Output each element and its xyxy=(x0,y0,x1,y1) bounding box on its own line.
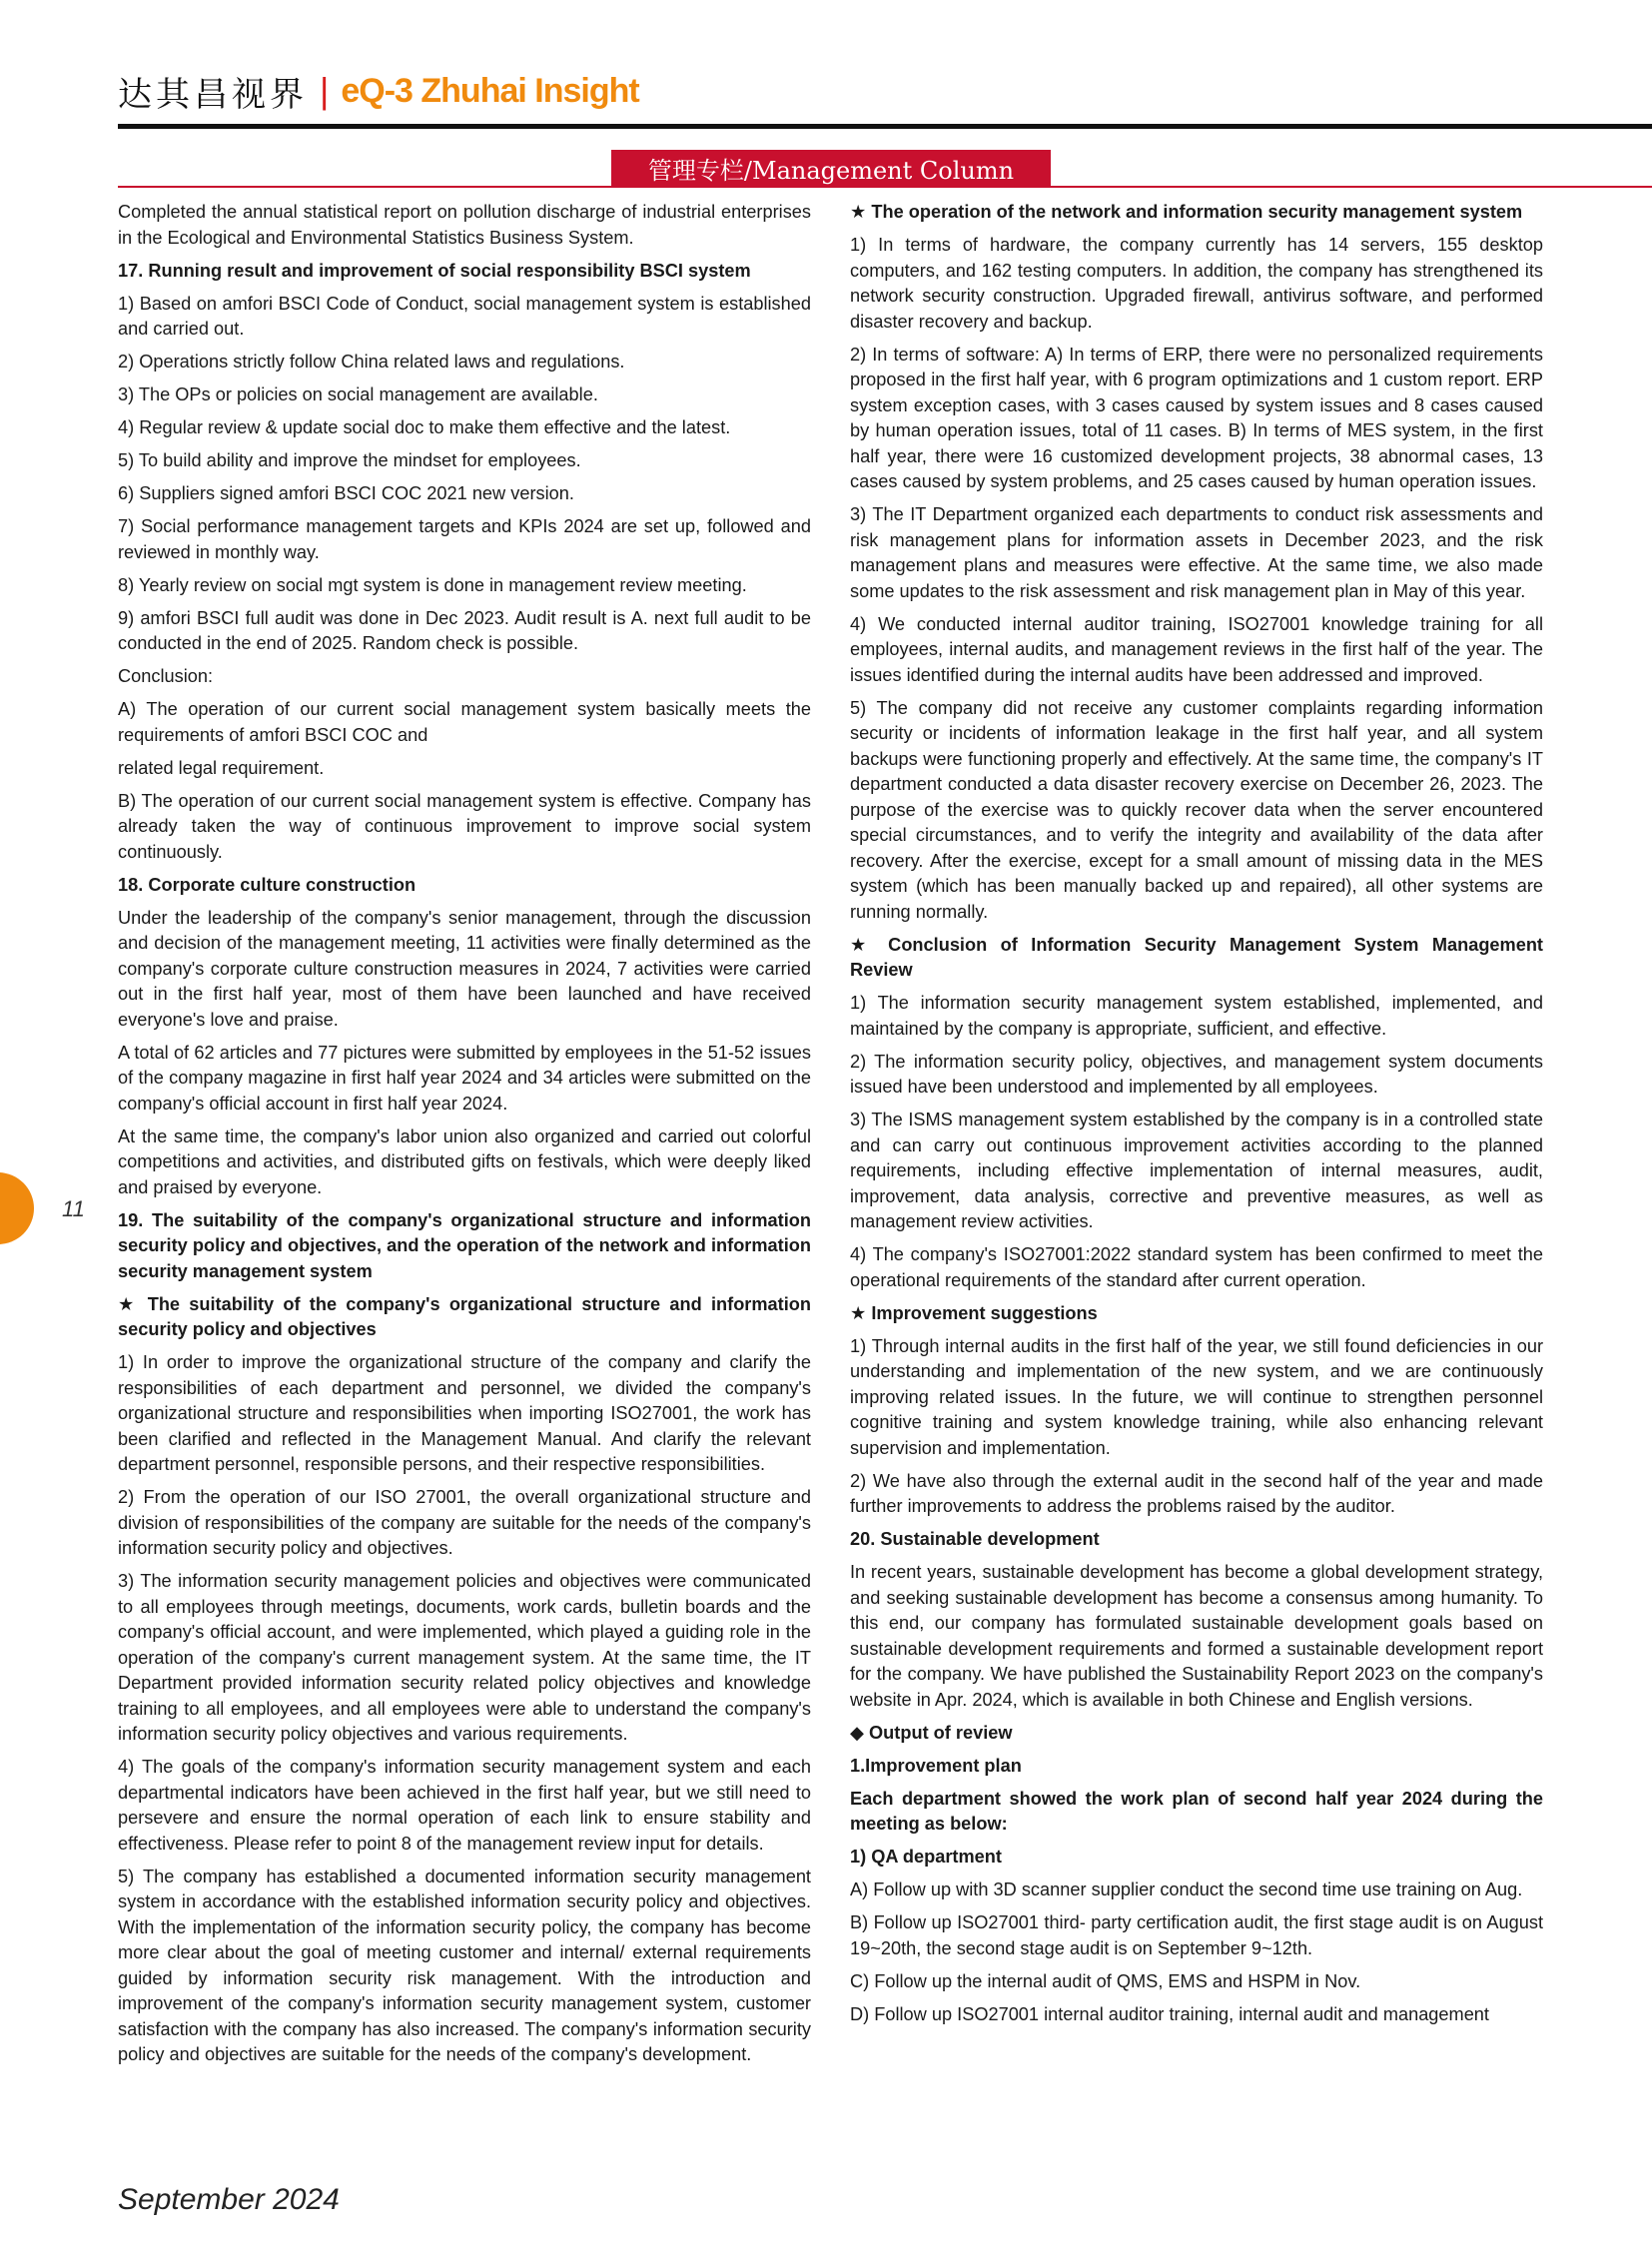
header-title-english: eQ-3 Zhuhai Insight xyxy=(341,71,639,110)
body-paragraph: 2) The information security policy, objectives, and management system documents issued have been understood and implemented by all employees. xyxy=(850,1051,1543,1097)
body-paragraph: 1) Through internal audits in the first half of the year, we still found deficiencies in our understanding and implementation of the new system, and we are continuously improving related issues. In the future, we will continue to strengthen personnel cognitive training and system knowledge training, while also enhancing relevant supervision and implementation. xyxy=(850,1335,1543,1458)
body-paragraph: 2) We have also through the external audit in the second half of the year and made further improvements to address the problems raised by the auditor. xyxy=(850,1470,1543,1516)
section-heading: ★ Improvement suggestions xyxy=(850,1302,1098,1323)
header-title-chinese: 达其昌视界 xyxy=(118,74,308,115)
body-paragraph: 1) The information security management system established, implemented, and maintained by the company is appropriate, sufficient, and effective. xyxy=(850,993,1543,1039)
body-paragraph: A total of 62 articles and 77 pictures were submitted by employees in the 51-52 issues of the company magazine in first half year 2024 and 34 articles were submitted on the company's official account in first half year 2024. xyxy=(118,1042,811,1114)
section-heading: 20. Sustainable development xyxy=(850,1529,1100,1549)
body-paragraph: 3) The ISMS management system established by the company is in a controlled state and can carry out continuous improvement activities according to the planned requirements, including effective implementation of internal measures, audit, improvement, data analysis, corrective and preventive measures, as well as management review activities. xyxy=(850,1110,1543,1231)
body-paragraph: 6) Suppliers signed amfori BSCI COC 2021 new version. xyxy=(118,483,574,503)
page-number: 11 xyxy=(62,1196,85,1221)
section-heading: ★ The suitability of the company's organizational structure and information security policy and objectives xyxy=(118,1293,811,1339)
banner-rule xyxy=(118,186,1652,188)
page-number-tab xyxy=(0,1172,34,1244)
body-paragraph: 4) The goals of the company's information security management system and each departmental indicators have been achieved in the first half year, but we still need to persevere and ensure the normal operation of each link to ensure stability and effectiveness. Please refer to point 8 of the management review input for details. xyxy=(118,1757,811,1854)
left-column xyxy=(118,200,811,2075)
body-paragraph: Conclusion: xyxy=(118,666,214,686)
header-rule xyxy=(118,124,1652,129)
body-paragraph: D) Follow up ISO27001 internal auditor training, internal audit and management xyxy=(850,2003,1489,2024)
body-paragraph: 4) The company's ISO27001:2022 standard system has been confirmed to meet the operational requirements of the standard after current operation. xyxy=(850,1244,1543,1290)
section-heading: ★ The operation of the network and information security management system xyxy=(850,202,1523,222)
body-paragraph: Completed the annual statistical report on pollution discharge of industrial enterprises in the Ecological and Environmental Statistics Business System. xyxy=(118,202,811,248)
body-paragraph: 2) From the operation of our ISO 27001, the overall organizational structure and division of responsibilities of the company are suitable for the needs of the company's information security policy and objectives. xyxy=(118,1487,811,1558)
body-paragraph: 2) Operations strictly follow China related laws and regulations. xyxy=(118,352,625,372)
section-heading: ★ Conclusion of Information Security Management System Management Review xyxy=(850,934,1543,980)
body-paragraph: 1) In order to improve the organizational structure of the company and clarify the responsibilities of each department and personnel, we divided the company's organizational structure and responsibilities when importing ISO27001, the work has been clarified and reflected in the Management Manual. And clarify the relevant department personnel, responsible persons, and their respective responsibilities. xyxy=(118,1352,811,1474)
body-paragraph: Under the leadership of the company's senior management, through the discussion and decision of the management meeting, 11 activities were finally determined as the company's corporate culture construction measures in 2024, 7 activities were carried out in the first half year, most of them have been launched and have received everyone's love and praise. xyxy=(118,907,811,1030)
body-paragraph: At the same time, the company's labor union also organized and carried out colorful competitions and activities, and distributed gifts on festivals, which were deeply liked and praised by everyone. xyxy=(118,1126,811,1197)
body-paragraph: B) Follow up ISO27001 third- party certification audit, the first stage audit is on August 19~20th, the second stage audit is on September 9~12th. xyxy=(850,1912,1543,1958)
section-heading: 1.Improvement plan xyxy=(850,1755,1022,1776)
body-paragraph: 5) The company did not receive any customer complaints regarding information security or incidents of information leakage in the first half year, and all system backups were functioning properly and effectively. At the same time, the company's IT department conducted a data disaster recovery exercise on December 26, 2023. The purpose of the exercise was to quickly recover data when the server encountered special circumstances, and to verify the integrity and availability of the data after recovery. After the exercise, except for a small amount of missing data in the MES system (which has been manually backed up and repaired), all other systems are running normally. xyxy=(850,697,1543,922)
body-paragraph: A) Follow up with 3D scanner supplier conduct the second time use training on Aug. xyxy=(850,1880,1523,1899)
right-column xyxy=(850,200,1543,2035)
body-paragraph: 3) The information security management policies and objectives were communicated to all employees through meetings, documents, work cards, bulletin boards and the company's official account, and were implemented, which played a guiding role in the operation of the company's current management system. At the same time, the IT Department provided information security related policy objectives and knowledge training to all employees, and all employees were able to understand the company's information security policy objectives and various requirements. xyxy=(118,1571,811,1744)
section-heading: Each department showed the work plan of second half year 2024 during the meeting as below: xyxy=(850,1788,1543,1834)
body-paragraph: 4) Regular review & update social doc to make them effective and the latest. xyxy=(118,417,731,437)
section-heading: ◆ Output of review xyxy=(850,1722,1013,1743)
body-paragraph: In recent years, sustainable development has become a global development strategy, and seeking sustainable development has become a consensus among humanity. To this end, our company has formulated sustainable development goals based on sustainable development requirements and formed a sustainable development report for the company. We have published the Sustainability Report 2023 on the company's website in Apr. 2024, which is available in both Chinese and English versions. xyxy=(850,1562,1543,1710)
body-paragraph: 7) Social performance management targets and KPIs 2024 are set up, followed and reviewed in monthly way. xyxy=(118,516,811,562)
body-paragraph: C) Follow up the internal audit of QMS, EMS and HSPM in Nov. xyxy=(850,1970,1361,1991)
section-heading: 19. The suitability of the company's organizational structure and information security policy and objectives, and the operation of the network and information security management system xyxy=(118,1209,811,1281)
section-banner xyxy=(611,150,1051,186)
page-header xyxy=(118,66,639,116)
header-separator: | xyxy=(320,70,330,111)
body-paragraph: B) The operation of our current social management system is effective. Company has already taken the way of continuous improvement to improve social system continuously. xyxy=(118,790,811,862)
body-paragraph: 2) In terms of software: A) In terms of ERP, there were no personalized requirements proposed in the first half year, with 6 program optimizations and 1 custom report. ERP system exception cases, with 3 cases caused by system issues and 8 cases caused by human operation issues, total of 11 cases. B) In terms of MES system, in the first half year, there were 16 customized development projects, 38 abnormal cases, 13 cases caused by system problems, and 25 cases caused by human operation issues. xyxy=(850,344,1543,491)
body-paragraph: 1) In terms of hardware, the company currently has 14 servers, 155 desktop computers, and 162 testing computers. In addition, the company has strengthened its network security construction. Upgraded firewall, antivirus software, and performed disaster recovery and backup. xyxy=(850,235,1543,332)
body-paragraph: 3) The OPs or policies on social management are available. xyxy=(118,384,598,404)
body-paragraph: 3) The IT Department organized each departments to conduct risk assessments and risk management plans for information assets in December 2023, and the risk management plans and measures were effective. At the same time, we also made some updates to the risk assessment and risk management plan in May of this year. xyxy=(850,504,1543,601)
section-heading: 18. Corporate culture construction xyxy=(118,874,416,895)
body-paragraph: 4) We conducted internal auditor training, ISO27001 knowledge training for all employees, internal audits, and management reviews in the first half of the year. The issues identified during the internal audits have been addressed and improved. xyxy=(850,613,1543,685)
body-paragraph: 5) The company has established a documented information security management system in accordance with the established information security policy and objectives. With the implementation of the information security policy, the company has become more clear about the goal of meeting customer and internal/ external requirements guided by information security risk management. With the introduction and improvement of the company's information security management system, customer satisfaction with the company has also increased. The company's information security policy and objectives are suitable for the needs of the company's development. xyxy=(118,1866,811,2064)
section-banner-label: 管理专栏/Management Column xyxy=(647,156,1015,185)
body-paragraph: 5) To build ability and improve the mindset for employees. xyxy=(118,450,581,470)
body-paragraph: 1) Based on amfori BSCI Code of Conduct, social management system is established and carried out. xyxy=(118,293,811,339)
body-paragraph: 9) amfori BSCI full audit was done in Dec 2023. Audit result is A. next full audit to be conducted in the end of 2025. Random check is possible. xyxy=(118,607,811,653)
section-heading: 1) QA department xyxy=(850,1847,1002,1867)
issue-date: September 2024 xyxy=(118,2183,340,2216)
body-paragraph: A) The operation of our current social management system basically meets the requirements of amfori BSCI COC and xyxy=(118,699,811,745)
body-paragraph: 8) Yearly review on social mgt system is done in management review meeting. xyxy=(118,574,747,595)
section-heading: 17. Running result and improvement of social responsibility BSCI system xyxy=(118,260,751,281)
body-paragraph: related legal requirement. xyxy=(118,757,325,778)
